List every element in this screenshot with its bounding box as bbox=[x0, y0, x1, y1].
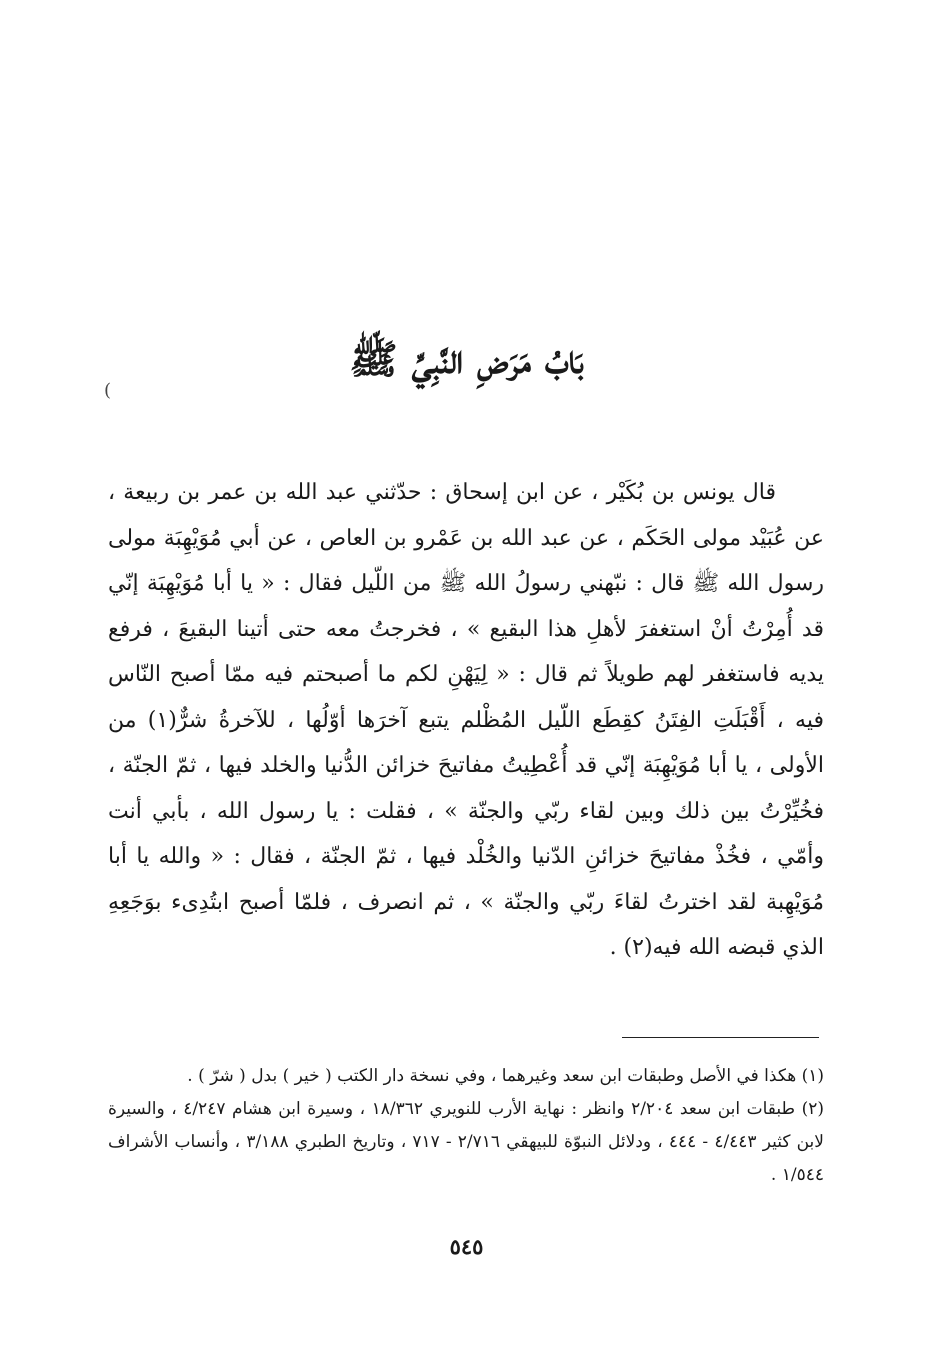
footnote-divider bbox=[622, 1037, 819, 1038]
footnote-1: (١) هكذا في الأصل وطبقات ابن سعد وغيرهما ، وفي نسخة دار الكتب ( خير ) بدل ( شرّ ) . bbox=[187, 1066, 824, 1086]
page-number: ٥٤٥ bbox=[449, 1234, 484, 1259]
footnotes bbox=[108, 1060, 824, 1192]
body-paragraph: قال يونس بن بُكَيْر ، عن ابن إسحاق : حدّثني عبد الله بن عمر بن ربيعة ، عن عُبَيْد مولى الحَكَم ، عن عبد الله بن عَمْرو بن العاص ، عن أبي مُوَيْهِبَة مولى رسول الله ﷺ قال : نبّهني رسولُ الله ﷺ من اللّيل فقال : « يا أبا مُوَيْهِبَة إنّي قد أُمِرْتُ أنْ استغفرَ لأهلِ هذا البقيع » ، فخرجتُ معه حتى أتينا البقيعَ ، فرفع يديه فاستغفر لهم طويلاً ثم قال : « لِيَهْنِ لكم ما أصبحتم فيه ممّا أصبح النّاس فيه ، أَقْبَلَتِ الفِتَنُ كقِطَع اللّيل المُظْلم يتبع آخرَها أوّلُها ، للآخرةُ شرٌّ(١) من الأولى ، يا أبا مُوَيْهِبَة إنّي قد أُعْطِيتُ مفاتيحَ خزائن الدُّنيا والخلد فيها ، ثمّ الجنّة ، فخُيِّرْتُ بين ذلك وبين لقاء ربّي والجنّة » ، فقلت : يا رسول الله ، بأبي أنت وأمّي ، فخُذْ مفاتيحَ خزائنِ الدّنيا والخُلْد فيها ، ثمّ الجنّة ، فقال : « والله يا أبا مُوَيْهِبة لقد اخترتُ لقاءَ ربّي والجنّة » ، ثم انصرف ، فلمّا أصبح ابتُدِىء بوَجَعِهِ الذي قبضه الله فيه(٢) . bbox=[108, 480, 825, 960]
margin-mark: ( bbox=[104, 380, 112, 401]
chapter-title: بَابُ مَرَضِ النَّبِيِّ ﷺ bbox=[349, 336, 584, 383]
main-text bbox=[108, 470, 824, 971]
footnote-2: (٢) طبقات ابن سعد ٢/٢٠٤ وانظر : نهاية الأرب للنويري ١٨/٣٦٢ ، وسيرة ابن هشام ٤/٢٤٧ ، والسيرة لابن كثير ٤/٤٤٣ - ٤٤٤ ، ودلائل النبوّة للبيهقي ٢/٧١٦ - ٧١٧ ، وتاريخ الطبري ٣/١٨٨ ، وأنساب الأشراف ١/٥٤٤ . bbox=[108, 1099, 824, 1185]
